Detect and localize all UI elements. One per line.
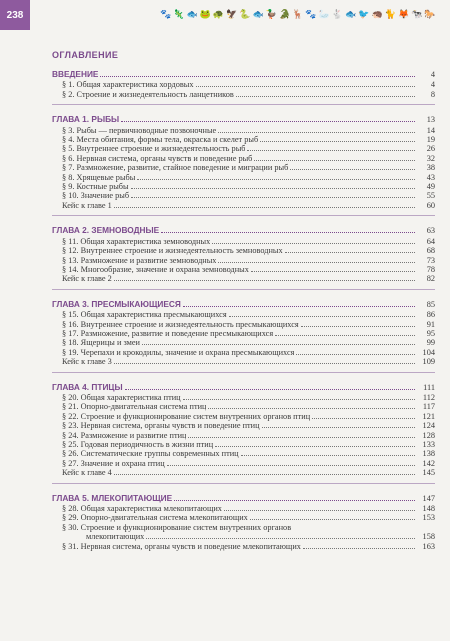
dot-leader <box>224 505 415 511</box>
chapter-heading-page: 111 <box>423 382 435 392</box>
dot-leader <box>142 339 415 345</box>
toc-entry-label: § 24. Размножение и развитие птиц <box>62 430 187 440</box>
chapter-heading-label: ГЛАВА 3. ПРЕСМЫКАЮЩИЕСЯ <box>52 299 181 309</box>
toc-entry-page: 138 <box>422 449 435 459</box>
dot-leader <box>208 403 415 409</box>
toc-entry[interactable] <box>52 80 435 89</box>
dot-leader <box>250 514 415 520</box>
dot-leader <box>262 422 415 428</box>
toc-entry-page: 32 <box>426 153 435 163</box>
dot-leader <box>301 321 415 327</box>
toc-entry[interactable] <box>52 265 435 274</box>
dot-leader <box>100 71 415 77</box>
toc-title: ОГЛАВЛЕНИЕ <box>52 50 119 60</box>
chapter-heading[interactable] <box>52 226 435 235</box>
chapter-case-page: 145 <box>422 468 435 478</box>
toc-entry-label: § 4. Места обитания, формы тела, окраска и скелет рыб <box>62 135 259 145</box>
toc-entry[interactable] <box>52 348 435 357</box>
dot-leader <box>174 495 415 501</box>
toc-entry[interactable] <box>52 402 435 411</box>
toc-entry-continuation-page: 158 <box>422 532 435 542</box>
toc-entry-page: 112 <box>422 392 435 402</box>
dot-leader <box>236 91 415 97</box>
toc-entry[interactable] <box>52 182 435 191</box>
toc-entry-label: § 20. Общая характеристика птиц <box>62 392 181 402</box>
toc-entry[interactable] <box>52 144 435 153</box>
toc-entry[interactable] <box>52 393 435 402</box>
toc-entry-page: 148 <box>422 504 435 514</box>
toc-entry-label: § 13. Размножение и развитие земноводных <box>62 255 217 265</box>
toc-entry[interactable] <box>52 412 435 421</box>
dot-leader <box>247 145 415 151</box>
toc-entry[interactable] <box>52 310 435 319</box>
dot-leader <box>241 450 415 456</box>
toc-entry-label: § 23. Нервная система, органы чувств и поведение птиц <box>62 421 260 431</box>
dot-leader <box>218 127 415 133</box>
toc-entry[interactable] <box>52 320 435 329</box>
toc-entry-label: § 21. Опорно-двигательная система птиц <box>62 402 207 412</box>
toc-entry[interactable] <box>52 191 435 200</box>
toc-entry-page: 68 <box>426 246 435 256</box>
dot-leader <box>215 441 415 447</box>
toc-entry-label: § 5. Внутреннее строение и жизнедеятельность рыб <box>62 144 246 154</box>
toc-entry-label: § 11. Общая характеристика земноводных <box>62 236 211 246</box>
toc-entry[interactable] <box>52 90 435 99</box>
toc-entry-label: § 9. Костные рыбы <box>62 182 129 192</box>
toc-entry-page: 104 <box>422 347 435 357</box>
dot-leader <box>183 394 415 400</box>
toc-entry[interactable] <box>52 449 435 458</box>
toc-entry-page: 153 <box>422 513 435 523</box>
dot-leader <box>303 543 415 549</box>
toc-entry[interactable] <box>52 523 435 532</box>
dot-leader <box>260 136 415 142</box>
toc-entry-label: § 25. Годовая периодичность в жизни птиц <box>62 440 214 449</box>
toc-entry[interactable] <box>52 154 435 163</box>
chapter-heading[interactable] <box>52 115 435 124</box>
toc-entry[interactable] <box>52 135 435 144</box>
toc-entry-label: § 17. Размножение, развитие и поведение пресмыкающихся <box>62 328 274 338</box>
toc-entry-page: 78 <box>426 264 435 274</box>
dot-leader <box>312 413 415 419</box>
chapter-case[interactable] <box>52 201 435 210</box>
toc-entry-label: § 14. Многообразие, значение и охрана земноводных <box>62 264 249 274</box>
toc-entry[interactable] <box>52 163 435 172</box>
toc-entry-continuation[interactable] <box>52 532 435 541</box>
toc-entry[interactable] <box>52 504 435 513</box>
toc-entry-page: 43 <box>426 172 435 182</box>
dot-leader <box>161 227 415 233</box>
dot-leader <box>114 358 415 364</box>
chapters-list <box>52 70 435 556</box>
chapter-heading-label: ГЛАВА 5. МЛЕКОПИТАЮЩИЕ <box>52 493 173 503</box>
dot-leader <box>114 202 415 208</box>
dot-leader <box>114 275 415 281</box>
toc-entry-label: § 1. Общая характеристика хордовых <box>62 80 194 90</box>
toc-entry[interactable] <box>52 421 435 430</box>
chapter-heading[interactable] <box>52 70 435 79</box>
dot-leader <box>183 301 415 307</box>
chapter-case-label: Кейс к главе 1 <box>62 200 112 210</box>
chapter-block <box>52 300 435 373</box>
toc-entry-page: 117 <box>422 402 435 412</box>
dot-leader <box>114 469 415 475</box>
table-of-contents <box>52 50 435 566</box>
chapter-case[interactable] <box>52 468 435 477</box>
chapter-heading-label: ГЛАВА 1. РЫБЫ <box>52 115 120 125</box>
toc-entry-page: 91 <box>426 319 435 329</box>
toc-entry-label: § 2. Строение и жизнедеятельность ланцетников <box>62 89 234 99</box>
page-number-badge <box>0 0 30 30</box>
dot-leader <box>285 247 415 253</box>
toc-entry-label: § 15. Общая характеристика пресмыкающихся <box>62 310 227 320</box>
toc-entry-page: 95 <box>426 328 435 338</box>
page-number: 238 <box>6 9 24 21</box>
chapter-case-page: 60 <box>426 200 435 210</box>
dot-leader <box>290 164 415 170</box>
chapter-heading-page: 85 <box>426 299 435 309</box>
toc-entry-page: 4 <box>430 80 435 90</box>
toc-entry-page: 124 <box>422 421 435 431</box>
toc-entry-label: § 12. Внутреннее строение и жизнедеятельность земноводных <box>62 246 283 256</box>
chapter-case-page: 82 <box>426 274 435 284</box>
toc-entry-page: 99 <box>426 338 435 348</box>
chapter-block <box>52 226 435 289</box>
chapter-case[interactable] <box>52 357 435 366</box>
toc-entry-label: § 19. Черепахи и крокодилы, значение и охрана пресмыкающихся <box>62 347 295 357</box>
toc-entry[interactable] <box>52 431 435 440</box>
toc-entry[interactable] <box>52 440 435 449</box>
toc-entry-continuation-label: млекопитающих <box>86 532 145 542</box>
dot-leader <box>167 460 415 466</box>
toc-entry[interactable] <box>52 338 435 347</box>
dot-leader <box>254 155 415 161</box>
toc-entry[interactable] <box>52 459 435 468</box>
toc-entry-label: § 31. Нервная система, органы чувств и поведение млекопитающих <box>62 541 301 551</box>
toc-entry-page: 19 <box>426 135 435 145</box>
toc-entry[interactable] <box>52 173 435 182</box>
chapter-block <box>52 115 435 216</box>
chapter-block <box>52 494 435 556</box>
dot-leader <box>131 192 415 198</box>
toc-entry-label: § 22. Строение и функционирование систем внутренних органов птиц <box>62 411 311 421</box>
toc-entry[interactable] <box>52 256 435 265</box>
chapter-heading[interactable] <box>52 300 435 309</box>
toc-entry-page: 49 <box>426 182 435 192</box>
chapter-block <box>52 383 435 484</box>
chapter-case-label: Кейс к главе 4 <box>62 468 112 478</box>
dot-leader <box>212 238 415 244</box>
chapter-heading-label: ВВЕДЕНИЕ <box>52 70 99 79</box>
dot-leader <box>218 257 415 263</box>
chapter-heading-page: 13 <box>426 115 435 125</box>
chapter-heading[interactable] <box>52 494 435 503</box>
toc-entry-label: § 18. Ящерицы и змеи <box>62 338 140 348</box>
dot-leader <box>275 330 415 336</box>
toc-entry-label: § 10. Значение рыб <box>62 191 130 201</box>
toc-entry-page: 38 <box>426 163 435 173</box>
toc-entry-label: § 29. Опорно-двигательная система млекопитающих <box>62 513 248 523</box>
toc-entry-label: § 3. Рыбы — первичноводные позвоночные <box>62 125 217 135</box>
toc-entry-page: 73 <box>426 255 435 265</box>
toc-entry[interactable] <box>52 329 435 338</box>
toc-entry-page: 128 <box>422 430 435 440</box>
dot-leader <box>196 81 415 87</box>
toc-entry[interactable] <box>52 246 435 255</box>
toc-entry-page: 163 <box>422 541 435 551</box>
toc-entry-label: § 28. Общая характеристика млекопитающих <box>62 504 222 514</box>
toc-entry-label: § 26. Систематические группы современных птиц <box>62 449 239 459</box>
dot-leader <box>229 311 415 317</box>
toc-entry-label: § 7. Размножение, развитие, стайное поведение и миграции рыб <box>62 163 289 173</box>
dot-leader <box>293 524 415 530</box>
toc-entry-label: § 30. Строение и функционирование систем внутренних органов <box>62 522 292 532</box>
chapter-heading-page: 63 <box>426 226 435 236</box>
toc-entry[interactable] <box>52 126 435 135</box>
chapter-case-page: 109 <box>422 357 435 367</box>
dot-leader <box>188 432 415 438</box>
dot-leader <box>121 116 415 122</box>
animal-silhouettes-decoration: 🐾 🦎 🐟 🐸 🐢 🦅 🐍 🐟 🦆 🐊 🦌 🐾 🦢 🐇 🐟 🐦 🦔 🐈 🦊 🐄 🐎 <box>160 9 436 19</box>
toc-entry-page: 133 <box>422 440 435 449</box>
chapter-heading-label: ГЛАВА 2. ЗЕМНОВОДНЫЕ <box>52 226 160 236</box>
toc-entry-page: 142 <box>422 458 435 468</box>
chapter-heading-page: 4 <box>430 70 435 79</box>
chapter-case-label: Кейс к главе 3 <box>62 357 112 367</box>
toc-entry[interactable] <box>52 513 435 522</box>
chapter-heading-label: ГЛАВА 4. ПТИЦЫ <box>52 382 123 392</box>
toc-entry-label: § 6. Нервная система, органы чувств и поведение рыб <box>62 153 253 163</box>
chapter-case-label: Кейс к главе 2 <box>62 274 112 284</box>
chapter-block <box>52 70 435 105</box>
toc-entry-page: 14 <box>426 125 435 135</box>
toc-entry-page: 55 <box>426 191 435 201</box>
toc-entry-page: 64 <box>426 236 435 246</box>
toc-entry-label: § 8. Хрящевые рыбы <box>62 172 136 182</box>
toc-entry-page: 8 <box>430 89 435 99</box>
dot-leader <box>251 266 415 272</box>
dot-leader <box>296 349 415 355</box>
chapter-case[interactable] <box>52 274 435 283</box>
toc-entry-page: 121 <box>422 411 435 421</box>
dot-leader <box>146 533 415 539</box>
chapter-heading-page: 147 <box>422 493 435 503</box>
toc-entry-page: 26 <box>426 144 435 154</box>
toc-entry-label: § 16. Внутреннее строение и жизнедеятельность пресмыкающихся <box>62 319 299 329</box>
toc-entry-label: § 27. Значение и охрана птиц <box>62 458 165 468</box>
dot-leader <box>125 384 415 390</box>
dot-leader <box>137 174 415 180</box>
toc-entry-page: 86 <box>426 310 435 320</box>
chapter-heading[interactable] <box>52 383 435 392</box>
toc-entry[interactable] <box>52 542 435 551</box>
dot-leader <box>131 183 415 189</box>
toc-entry[interactable] <box>52 237 435 246</box>
